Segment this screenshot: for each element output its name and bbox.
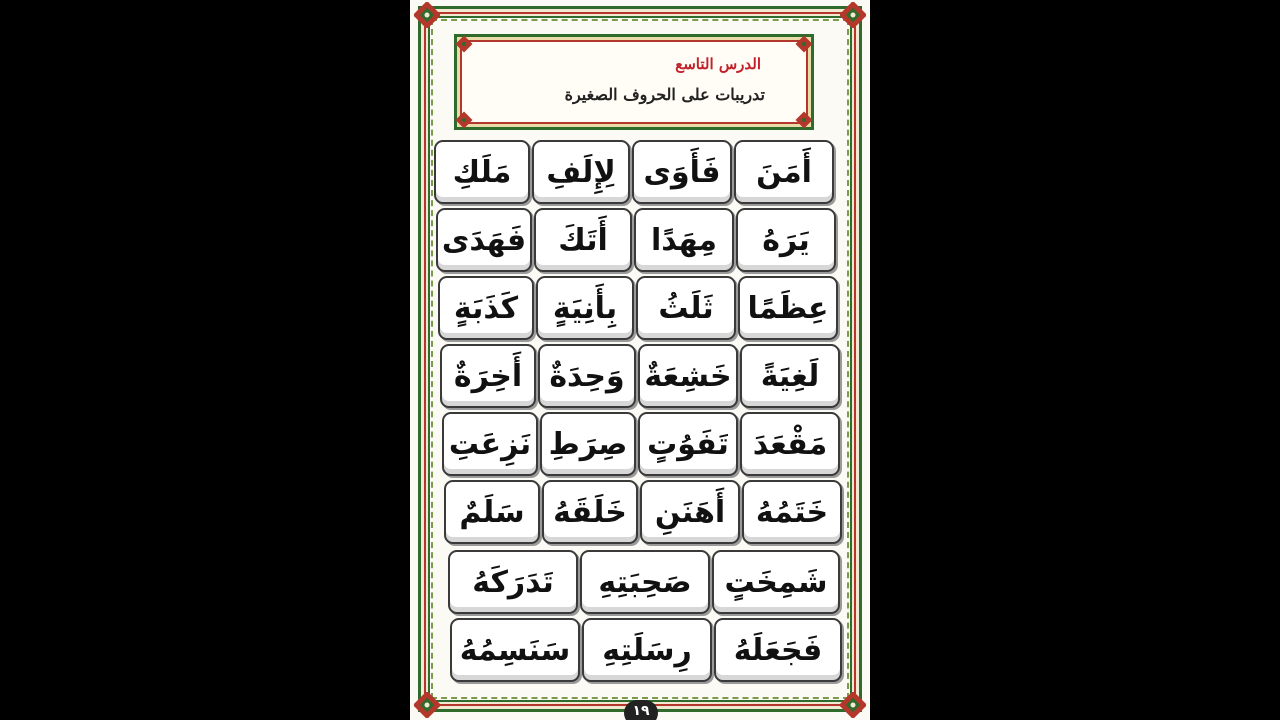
word-cell: خَلَقَهُ — [542, 480, 638, 544]
word-cell: عِظَمًا — [738, 276, 838, 340]
word-cell: تَدَرَكَهُ — [448, 550, 578, 614]
word-cell: خَتَمُهُ — [742, 480, 842, 544]
word-cell: صَحِبَتِهِ — [580, 550, 710, 614]
word-cell: يَرَهُ — [736, 208, 836, 272]
lesson-subtitle: تدريبات على الحروف الصغيرة — [564, 85, 765, 104]
word-cell: تَفَوُتٍ — [638, 412, 738, 476]
word-cell: ثَلَثُ — [636, 276, 736, 340]
word-row — [434, 618, 848, 684]
word-row — [434, 412, 848, 478]
word-cell: أَمَنَ — [734, 140, 834, 204]
word-cell: فَهَدَى — [436, 208, 532, 272]
word-cell: مِهَدًا — [634, 208, 734, 272]
word-cell: فَجَعَلَهُ — [714, 618, 842, 682]
lesson-header-box — [454, 34, 814, 130]
word-cell: فَأَوَى — [632, 140, 732, 204]
word-cell: نَزِعَتِ — [442, 412, 538, 476]
header-corner-icon — [795, 35, 813, 53]
word-row — [434, 276, 848, 342]
word-cell: أَهَنَنِ — [640, 480, 740, 544]
header-corner-icon — [795, 111, 813, 129]
word-cell: لَغِيَةً — [740, 344, 840, 408]
corner-ornament-icon — [840, 2, 866, 28]
lesson-title: الدرس التاسع — [675, 55, 761, 73]
word-cell: سَلَمٌ — [444, 480, 540, 544]
word-cell: مَقْعَدَ — [740, 412, 840, 476]
word-cell: رِسَلَتِهِ — [582, 618, 712, 682]
word-cell: كَذَبَةٍ — [438, 276, 534, 340]
word-row — [434, 140, 848, 206]
word-row — [434, 208, 848, 274]
word-cell: أَخِرَةٌ — [440, 344, 536, 408]
header-corner-icon — [455, 35, 473, 53]
corner-ornament-icon — [414, 692, 440, 718]
word-cell: بِأَنِيَةٍ — [536, 276, 634, 340]
header-corner-icon — [455, 111, 473, 129]
word-cell: سَنَسِمُهُ — [450, 618, 580, 682]
word-cell: لِإِلَفِ — [532, 140, 630, 204]
word-cell: وَحِدَةٌ — [538, 344, 636, 408]
word-cell: مَلَكِ — [434, 140, 530, 204]
corner-ornament-icon — [840, 692, 866, 718]
lesson-page — [410, 0, 870, 720]
word-cell: أَتَكَ — [534, 208, 632, 272]
corner-ornament-icon — [414, 2, 440, 28]
word-cell: شَمِخَتٍ — [712, 550, 840, 614]
word-row — [434, 344, 848, 410]
word-row — [434, 550, 848, 616]
page-number: ١٩ — [624, 700, 658, 720]
word-cell: خَشِعَةٌ — [638, 344, 738, 408]
word-cell: صِرَطِ — [540, 412, 636, 476]
word-row — [434, 480, 848, 546]
